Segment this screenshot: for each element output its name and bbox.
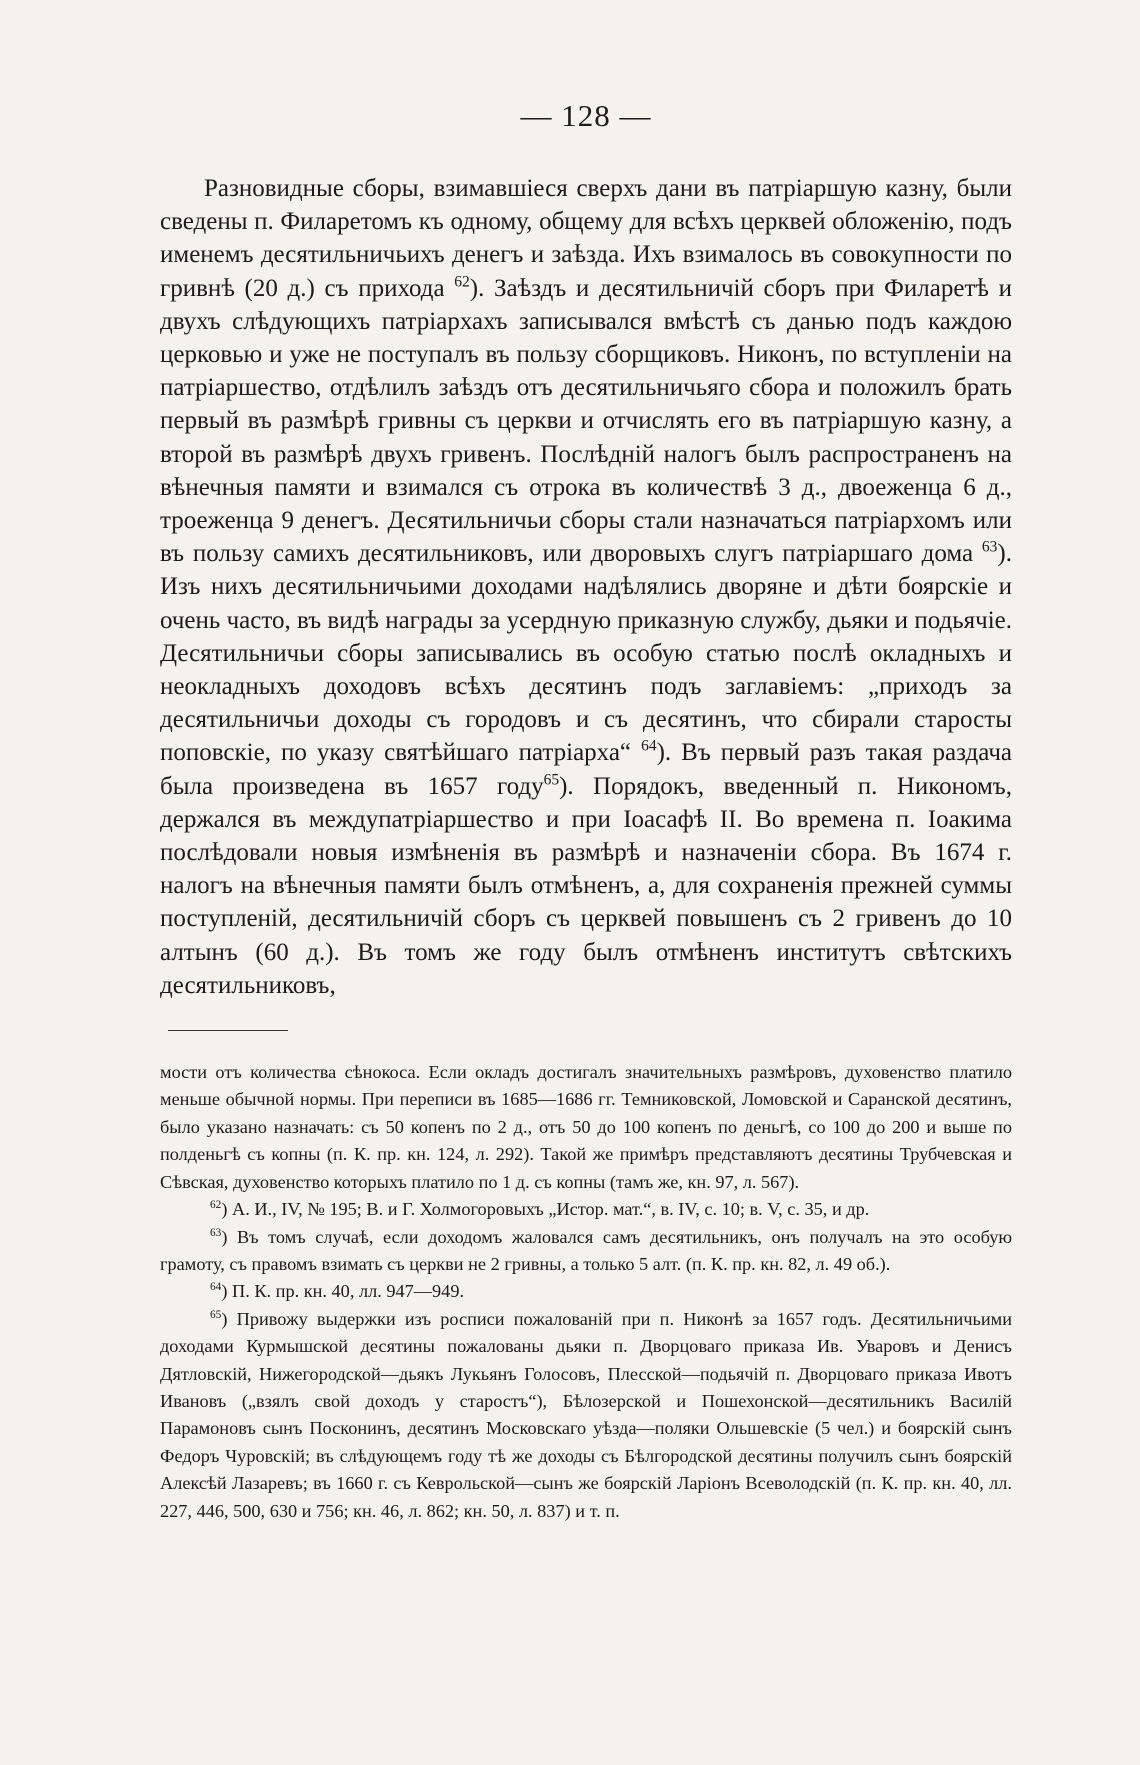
main-text-segment-1: Разновидные сборы, взимавшіеся сверхъ дани въ патріаршую казну, были сведены п. Филаретомъ къ одному, общему для всѣхъ церквей обложенію, подъ именемъ десятильничьихъ денегъ и заѣзда. Ихъ взималось въ совокупности по гривнѣ (20 д.) съ прихода — [160, 175, 1012, 302]
footnote-number: 63 — [210, 1226, 222, 1239]
main-text-segment-5: ). Порядокъ, введенный п. Никономъ, держался въ междупатріаршество и при Іоасафѣ II. Во времена п. Іоакима послѣдовали новыя измѣненія въ размѣрѣ и назначеніи сбора. Въ 1674 г. налогъ на вѣнечныя памяти былъ отмѣненъ, а, для сохраненія прежней суммы поступленій, десятильничій сборъ съ церквей повышенъ съ 2 гривенъ до 10 алтынъ (60 д.). Въ томъ же году былъ отмѣненъ институтъ свѣтскихъ десятильниковъ, — [160, 772, 1012, 999]
footnote-divider — [168, 1030, 288, 1031]
main-text-segment-2: ). Заѣздъ и десятильничій сборъ при Филаретѣ и двухъ слѣдующихъ патріархахъ записывался вмѣстѣ съ данью подъ каждою церковью и уже не поступалъ въ пользу сборщиковъ. Никонъ, по вступленіи на патріаршество, отдѣлилъ заѣздъ отъ десятильничьяго сбора и положилъ брать первый въ размѣрѣ гривны съ церкви и отчислять его въ патріаршую казну, а второй въ размѣрѣ двухъ гривенъ. Послѣдній налогъ былъ распространенъ на вѣнечныя памяти и взимался съ отрока въ количествѣ 3 д., двоеженца 6 д., троеженца 9 денегъ. Десятильничьи сборы стали назначаться патріархомъ или въ пользу самихъ десятильниковъ, или дворовыхъ слугъ патріаршаго дома — [160, 274, 1012, 568]
page — [160, 98, 1012, 1525]
footnote-text: ) П. К. пр. кн. 40, лл. 947—949. — [221, 1281, 465, 1302]
footnote-text: ) А. И., IV, № 195; В. и Г. Холмогоровыхъ „Истор. мат.“, в. IV, с. 10; в. V, с. 35, и др. — [221, 1199, 870, 1220]
footnote-62 — [160, 1196, 1012, 1223]
footnote-64 — [160, 1278, 1012, 1305]
footnote-text: ) Привожу выдержки изъ росписи пожалованій при п. Никонѣ за 1657 годъ. Десятильничьими доходами Курмышской десятины пожалованы дьяки п. Дворцоваго приказа Ив. Уваровъ и Денисъ Дятловскій, Нижегородской—дьякъ Лукьянъ Голосовъ, Плесской—подьячій п. Дворцоваго приказа Ивотъ Ивановъ („взялъ свой доходъ у старостъ“), Бѣлозерской и Пошехонской—десятильникъ Василій Парамоновъ сынъ Посконинъ, десятинъ Московскаго уѣзда—поляки Ольшевскіе (5 чел.) и боярскій сынъ Федоръ Чуровскій; въ слѣдующемъ году тѣ же доходы съ Бѣлгородской десятины получилъ сынъ боярскій Алексѣй Лазаревъ; въ 1660 г. съ Кеврольской—сынъ же боярскій Ларіонъ Всеволодскій (п. К. пр. кн. 40, лл. 227, 446, 500, 630 и 756; кн. 46, л. 862; кн. 50, л. 837) и т. п. — [160, 1308, 1012, 1521]
main-text-segment-4: ). Въ первый разъ такая раздача была произведена въ 1657 году — [160, 739, 1012, 800]
footnote-continuation: мости отъ количества сѣнокоса. Если окладъ достигалъ значительныхъ размѣровъ, духовенство платило меньше обычной нормы. При переписи въ 1685—1686 гг. Темниковской, Ломовской и Саранской десятинъ, было указано назначать: съ 50 копенъ по 2 д., отъ 50 до 100 копенъ по деньгѣ, со 100 до 200 и выше по полденьгѣ съ копны (п. К. пр. кн. 124, л. 292). Такой же примѣръ представляютъ десятины Трубчевская и Сѣвская, духовенство которыхъ платило по 1 д. съ копны (тамъ же, кн. 97, л. 567). — [160, 1062, 1012, 1192]
footnote-number: 64 — [210, 1281, 222, 1294]
footnotes-section — [160, 1059, 1012, 1525]
footnote-ref-64[interactable]: 64 — [641, 738, 657, 756]
main-text-segment-3: ). Изъ нихъ десятильничьими доходами надѣлялись дворяне и дѣти боярскіе и очень часто, въ видѣ награды за усердную приказную службу, дьяки и подьячіе. Десятильничьи сборы записывались въ особую статью послѣ окладныхъ и неокладныхъ доходовъ всѣхъ десятинъ подъ заглавіемъ: „приходъ за десятильничьи доходы съ городовъ и съ десятинъ, что сбирали старосты поповскіе, по указу святѣйшаго патріарха“ — [160, 540, 1012, 767]
footnote-65 — [160, 1306, 1012, 1525]
footnote-ref-63[interactable]: 63 — [981, 538, 998, 556]
footnote-number: 65 — [210, 1308, 222, 1321]
footnote-text: ) Въ томъ случаѣ, если доходомъ жаловался самъ десятильникъ, онъ получалъ на это особую грамоту, съ правомъ взимать съ церкви не 2 гривны, а только 5 алт. (п. К. пр. кн. 82, л. 49 об.). — [160, 1226, 1012, 1274]
main-paragraph — [160, 172, 1012, 1002]
footnote-ref-65[interactable]: 65 — [543, 771, 560, 789]
page-number: — 128 — — [520, 98, 652, 133]
footnote-ref-62[interactable]: 62 — [454, 273, 470, 291]
footnote-63 — [160, 1224, 1012, 1279]
footnote-number: 62 — [210, 1199, 222, 1212]
